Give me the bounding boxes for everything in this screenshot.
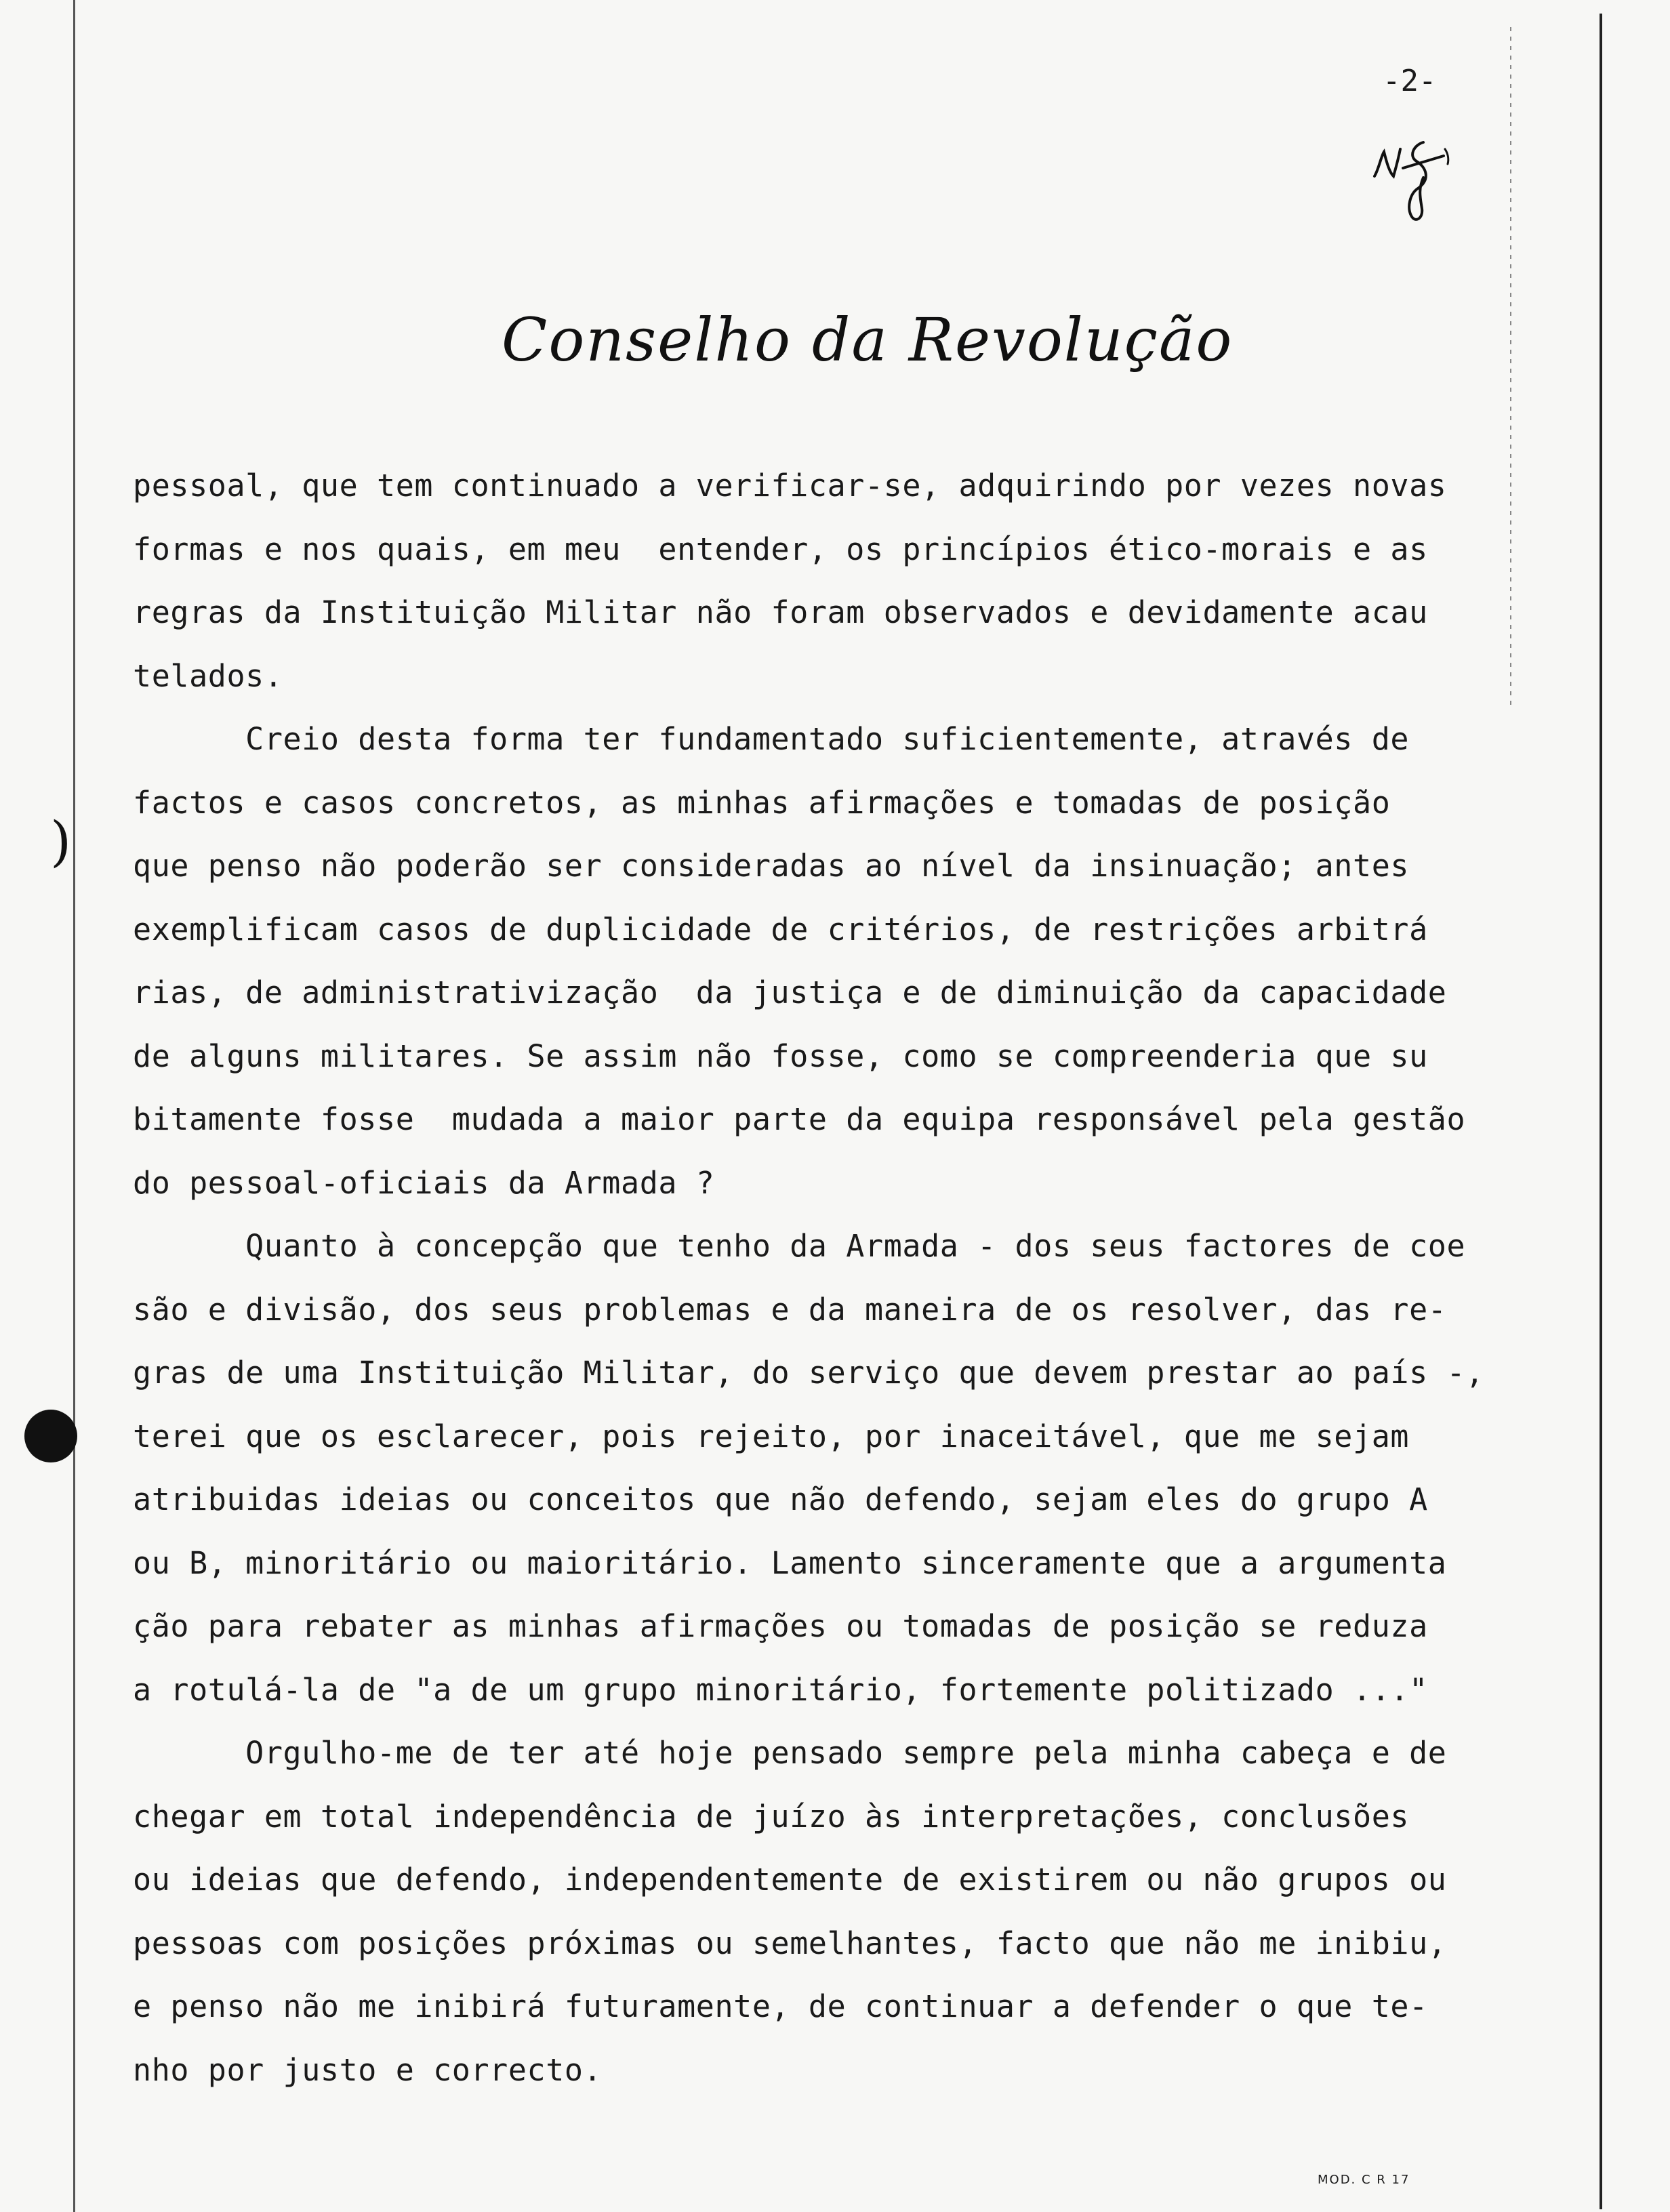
body-line: pessoas com posições próximas ou semelhantes, facto que não me inibiu, bbox=[133, 1925, 1447, 1961]
page-number: -2- bbox=[1383, 64, 1437, 98]
body-line: Orgulho-me de ter até hoje pensado sempre pela minha cabeça e de bbox=[133, 1735, 1447, 1771]
left-margin-rule bbox=[73, 0, 75, 2212]
body-line: ou B, minoritário ou maioritário. Lamento sinceramente que a argumenta bbox=[133, 1544, 1447, 1581]
body-line: terei que os esclarecer, pois rejeito, por inaceitável, que me sejam bbox=[133, 1418, 1410, 1454]
body-line: bitamente fosse mudada a maior parte da equipa responsável pela gestão bbox=[133, 1101, 1466, 1137]
body-line: telados. bbox=[133, 657, 283, 694]
body-line: rias, de administrativização da justiça e de diminuição da capacidade bbox=[133, 975, 1447, 1010]
body-line: nho por justo e correcto. bbox=[133, 2051, 603, 2088]
body-line: atribuidas ideias ou conceitos que não defendo, sejam eles do grupo A bbox=[133, 1481, 1428, 1517]
body-line: chegar em total independência de juízo às interpretações, conclusões bbox=[133, 1798, 1410, 1835]
letter-body bbox=[133, 454, 1484, 2102]
body-line: pessoal, que tem continuado a verificar-se, adquirindo por vezes novas bbox=[133, 468, 1447, 504]
body-line: Quanto à concepção que tenho da Armada - dos seus factores de coe bbox=[133, 1228, 1466, 1264]
body-line: factos e casos concretos, as minhas afirmações e tomadas de posição bbox=[133, 784, 1391, 821]
body-line: e penso não me inibirá futuramente, de continuar a defender o que te- bbox=[133, 1988, 1428, 2024]
body-line: ou ideias que defendo, independentemente de existirem ou não grupos ou bbox=[133, 1862, 1447, 1898]
body-line: formas e nos quais, em meu entender, os princípios ético-morais e as bbox=[133, 531, 1428, 567]
letterhead-title: Conselho da Revolução bbox=[502, 305, 1234, 375]
body-line: gras de uma Instituição Militar, do serviço que devem prestar ao país -, bbox=[133, 1355, 1484, 1391]
body-line: a rotulá-la de "a de um grupo minoritário, fortemente politizado ..." bbox=[133, 1671, 1428, 1708]
right-page-edge bbox=[1600, 14, 1602, 2209]
body-line: que penso não poderão ser consideradas ao nível da insinuação; antes bbox=[133, 848, 1410, 884]
right-dotted-edge bbox=[1510, 27, 1511, 705]
body-line: ção para rebater as minhas afirmações ou tomadas de posição se reduza bbox=[133, 1608, 1428, 1644]
margin-bracket-mark: ) bbox=[50, 810, 72, 873]
model-code: MOD. C R 17 bbox=[1318, 2173, 1410, 2187]
handwritten-initials-icon bbox=[1369, 129, 1471, 230]
body-line: regras da Instituição Militar não foram observados e devidamente acau bbox=[133, 594, 1428, 630]
punch-hole bbox=[24, 1410, 77, 1462]
body-line: Creio desta forma ter fundamentado suficientemente, através de bbox=[133, 721, 1410, 757]
body-line: exemplificam casos de duplicidade de critérios, de restrições arbitrá bbox=[133, 911, 1428, 947]
body-line: de alguns militares. Se assim não fosse, como se compreenderia que su bbox=[133, 1038, 1428, 1074]
body-line: do pessoal-oficiais da Armada ? bbox=[133, 1164, 715, 1201]
body-line: são e divisão, dos seus problemas e da maneira de os resolver, das re- bbox=[133, 1291, 1447, 1328]
